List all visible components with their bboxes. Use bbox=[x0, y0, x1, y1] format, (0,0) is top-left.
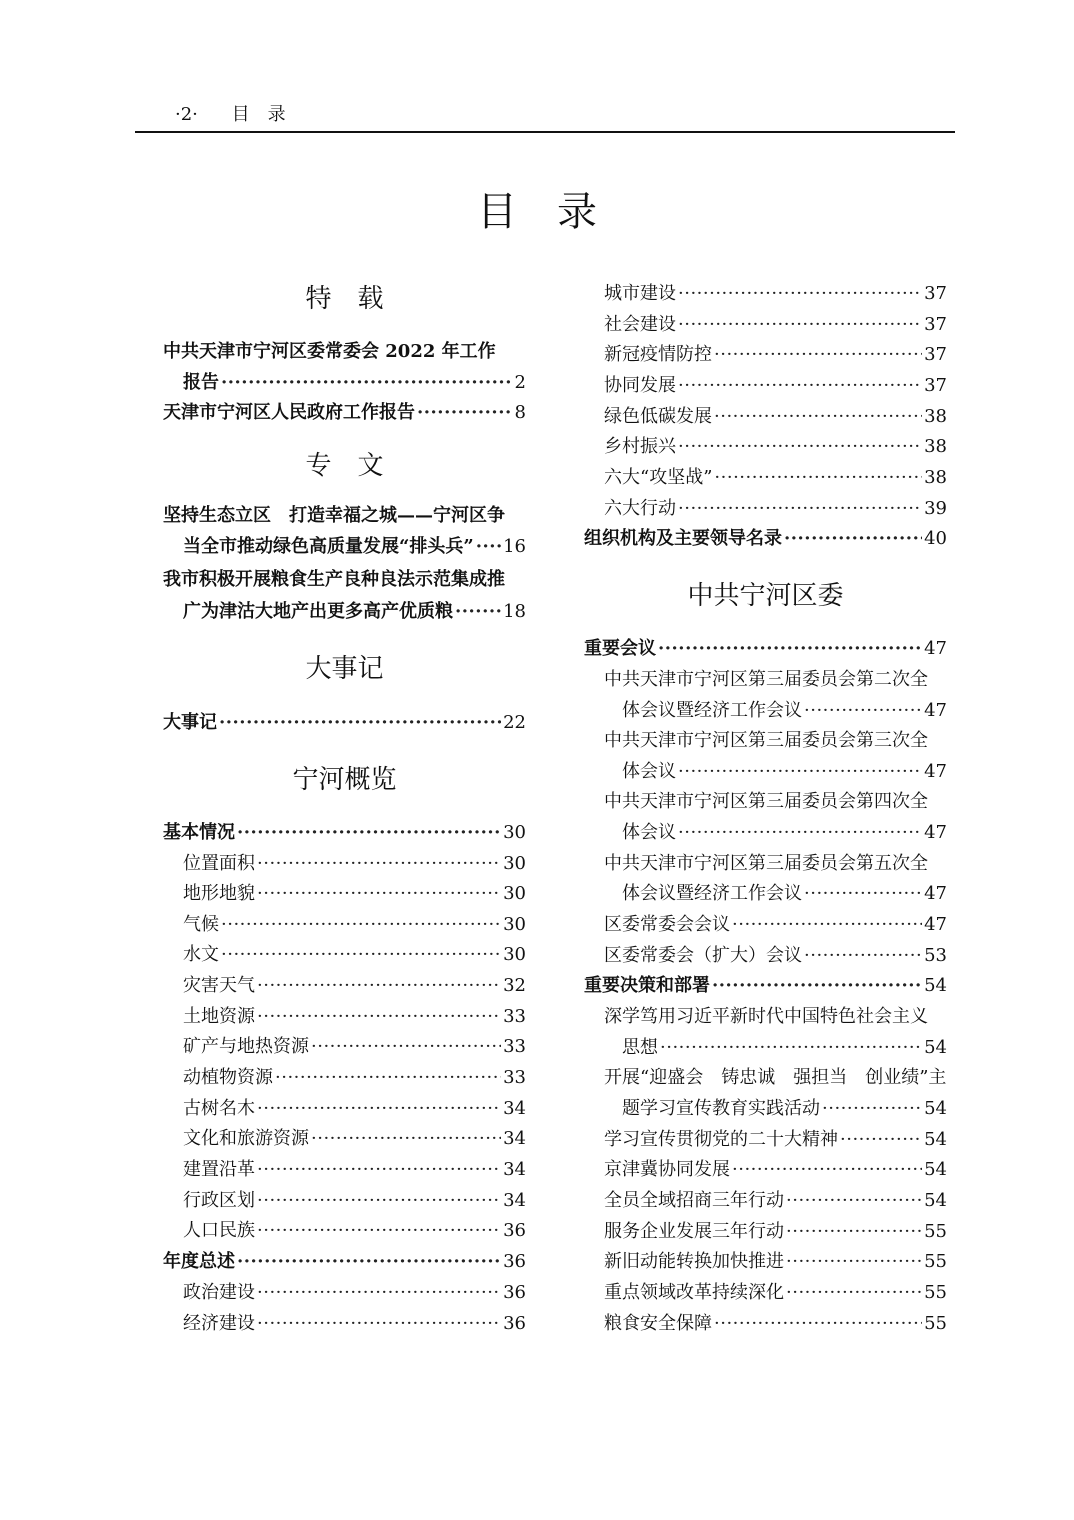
dot-leader bbox=[257, 971, 501, 1001]
toc-entry[interactable]: 体会议 ····· 47 bbox=[622, 818, 947, 848]
dot-leader bbox=[714, 463, 922, 493]
toc-entry-line: 坚持生态立区 打造幸福之城——宁河区争 bbox=[163, 505, 505, 526]
toc-entry[interactable]: 体会议 ····· 47 bbox=[622, 757, 947, 787]
dot-leader bbox=[257, 1155, 501, 1185]
toc-entry[interactable]: 组织机构及主要领导名录 ····· 40 bbox=[584, 524, 947, 554]
dot-leader bbox=[257, 1094, 501, 1124]
dot-leader bbox=[678, 279, 922, 309]
toc-entry[interactable]: 绿色低碳发展 ····· 38 bbox=[604, 402, 947, 432]
dot-leader bbox=[678, 757, 922, 787]
dot-leader bbox=[804, 941, 922, 971]
dot-leader bbox=[786, 1186, 922, 1216]
toc-entry[interactable]: 灾害天气 ····· 32 bbox=[183, 971, 526, 1001]
toc-entry[interactable]: 土地资源 ····· 33 bbox=[183, 1002, 526, 1032]
dot-leader bbox=[476, 532, 501, 562]
toc-entry[interactable]: 气候 ····· 30 bbox=[183, 910, 526, 940]
dot-leader bbox=[786, 1278, 922, 1308]
toc-entry[interactable]: 区委常委会（扩大）会议 ····· 53 bbox=[604, 941, 947, 971]
dot-leader bbox=[257, 1309, 501, 1339]
toc-entry[interactable]: 区委常委会会议 ····· 47 bbox=[604, 910, 947, 940]
dot-leader bbox=[678, 310, 922, 340]
header-rule bbox=[135, 131, 955, 133]
toc-entry[interactable]: 全员全域招商三年行动 ····· 54 bbox=[604, 1186, 947, 1216]
dot-leader bbox=[786, 1217, 922, 1247]
toc-entry[interactable]: 题学习宣传教育实践活动 ····· 54 bbox=[622, 1094, 947, 1124]
toc-entry[interactable]: 基本情况 ····· 30 bbox=[163, 818, 526, 848]
toc-entry[interactable]: 行政区划 ····· 34 bbox=[183, 1186, 526, 1216]
toc-entry[interactable]: 年度总述 ····· 36 bbox=[163, 1247, 526, 1277]
toc-entry[interactable]: 政治建设 ····· 36 bbox=[183, 1278, 526, 1308]
dot-leader bbox=[257, 1002, 501, 1032]
dot-leader bbox=[221, 940, 501, 970]
toc-entry[interactable]: 六大行动 ····· 39 bbox=[604, 494, 947, 524]
toc-entry[interactable]: 重要决策和部署 ····· 54 bbox=[584, 971, 947, 1001]
dot-leader bbox=[784, 524, 922, 554]
dot-leader bbox=[678, 371, 922, 401]
dot-leader bbox=[732, 1155, 922, 1185]
toc-entry[interactable]: 京津冀协同发展 ····· 54 bbox=[604, 1155, 947, 1185]
toc-entry[interactable]: 广为津沽大地产出更多高产优质粮 ····· 18 bbox=[183, 597, 526, 627]
dot-leader bbox=[714, 1309, 922, 1339]
dot-leader bbox=[221, 910, 501, 940]
toc-entry[interactable]: 学习宣传贯彻党的二十大精神 ····· 54 bbox=[604, 1125, 947, 1155]
toc-entry-line: 中共天津市宁河区第三届委员会第四次全 bbox=[604, 791, 928, 812]
dot-leader bbox=[221, 368, 513, 398]
toc-entry-line: 中共天津市宁河区第三届委员会第五次全 bbox=[604, 853, 928, 874]
dot-leader bbox=[786, 1247, 922, 1277]
dot-leader bbox=[822, 1094, 922, 1124]
toc-entry[interactable]: 当全市推动绿色高质量发展“排头兵” ····· 16 bbox=[183, 532, 526, 562]
section-heading-quwei: 中共宁河区委 bbox=[687, 581, 844, 611]
dot-leader bbox=[417, 398, 513, 428]
toc-entry[interactable]: 体会议暨经济工作会议 ····· 47 bbox=[622, 696, 947, 726]
toc-entry[interactable]: 重点领域改革持续深化 ····· 55 bbox=[604, 1278, 947, 1308]
toc-entry[interactable]: 乡村振兴 ····· 38 bbox=[604, 432, 947, 462]
dot-leader bbox=[219, 708, 501, 738]
toc-entry[interactable]: 文化和旅游资源 ····· 34 bbox=[183, 1124, 526, 1154]
dot-leader bbox=[257, 849, 501, 879]
toc-entry[interactable]: 大事记 ····· 22 bbox=[163, 708, 526, 738]
dot-leader bbox=[840, 1125, 922, 1155]
toc-entry[interactable]: 经济建设 ····· 36 bbox=[183, 1309, 526, 1339]
dot-leader bbox=[714, 402, 922, 432]
page-number: ·2· bbox=[175, 104, 198, 125]
toc-entry[interactable]: 古树名木 ····· 34 bbox=[183, 1094, 526, 1124]
dot-leader bbox=[804, 879, 922, 909]
section-heading-ninghe: 宁河概览 bbox=[292, 765, 397, 795]
section-heading-dashiji: 大事记 bbox=[305, 654, 384, 684]
page-title: 目 录 bbox=[477, 189, 597, 235]
toc-entry-line: 我市积极开展粮食生产良种良法示范集成推 bbox=[163, 569, 505, 590]
toc-entry[interactable]: 水文 ····· 30 bbox=[183, 940, 526, 970]
dot-leader bbox=[311, 1124, 501, 1154]
toc-entry[interactable]: 粮食安全保障 ····· 55 bbox=[604, 1309, 947, 1339]
dot-leader bbox=[455, 597, 501, 627]
dot-leader bbox=[678, 432, 922, 462]
dot-leader bbox=[257, 879, 501, 909]
section-heading-tezai: 特 载 bbox=[305, 284, 384, 314]
dot-leader bbox=[714, 340, 922, 370]
toc-entry[interactable]: 报告 ····· 2 bbox=[183, 368, 526, 398]
toc-entry[interactable]: 体会议暨经济工作会议 ····· 47 bbox=[622, 879, 947, 909]
toc-entry[interactable]: 服务企业发展三年行动 ····· 55 bbox=[604, 1217, 947, 1247]
dot-leader bbox=[257, 1216, 501, 1246]
toc-entry-line: 中共天津市宁河区委常委会 2022 年工作 bbox=[163, 341, 496, 362]
toc-entry[interactable]: 地形地貌 ····· 30 bbox=[183, 879, 526, 909]
dot-leader bbox=[678, 494, 922, 524]
toc-entry[interactable]: 新旧动能转换加快推进 ····· 55 bbox=[604, 1247, 947, 1277]
toc-entry[interactable]: 矿产与地热资源 ····· 33 bbox=[183, 1032, 526, 1062]
toc-entry[interactable]: 人口民族 ····· 36 bbox=[183, 1216, 526, 1246]
toc-entry-line: 深学笃用习近平新时代中国特色社会主义 bbox=[604, 1006, 928, 1027]
toc-entry[interactable]: 动植物资源 ····· 33 bbox=[183, 1063, 526, 1093]
toc-entry[interactable]: 协同发展 ····· 37 bbox=[604, 371, 947, 401]
toc-entry[interactable]: 城市建设 ····· 37 bbox=[604, 279, 947, 309]
dot-leader bbox=[712, 971, 922, 1001]
dot-leader bbox=[660, 1033, 922, 1063]
toc-entry-line: 开展“迎盛会 铸忠诚 强担当 创业绩”主 bbox=[604, 1067, 947, 1088]
dot-leader bbox=[311, 1032, 501, 1062]
toc-entry[interactable]: 位置面积 ····· 30 bbox=[183, 849, 526, 879]
toc-entry[interactable]: 思想 ····· 54 bbox=[622, 1033, 947, 1063]
toc-entry[interactable]: 六大“攻坚战” ····· 38 bbox=[604, 463, 947, 493]
toc-entry[interactable]: 新冠疫情防控 ····· 37 bbox=[604, 340, 947, 370]
dot-leader bbox=[732, 910, 922, 940]
toc-entry[interactable]: 社会建设 ····· 37 bbox=[604, 310, 947, 340]
toc-entry[interactable]: 重要会议 ····· 47 bbox=[584, 634, 947, 664]
toc-entry-line: 中共天津市宁河区第三届委员会第二次全 bbox=[604, 669, 928, 690]
dot-leader bbox=[237, 818, 501, 848]
dot-leader bbox=[804, 696, 922, 726]
dot-leader bbox=[237, 1247, 501, 1277]
running-title: 目 录 bbox=[231, 104, 286, 125]
dot-leader bbox=[658, 634, 922, 664]
running-head bbox=[175, 100, 286, 126]
toc-entry-line: 中共天津市宁河区第三届委员会第三次全 bbox=[604, 730, 928, 751]
dot-leader bbox=[678, 818, 922, 848]
toc-entry[interactable]: 天津市宁河区人民政府工作报告 ····· 8 bbox=[163, 398, 526, 428]
dot-leader bbox=[275, 1063, 501, 1093]
dot-leader bbox=[257, 1278, 501, 1308]
section-heading-zhuanwen: 专 文 bbox=[305, 451, 384, 481]
dot-leader bbox=[257, 1186, 501, 1216]
toc-entry[interactable]: 建置沿革 ····· 34 bbox=[183, 1155, 526, 1185]
